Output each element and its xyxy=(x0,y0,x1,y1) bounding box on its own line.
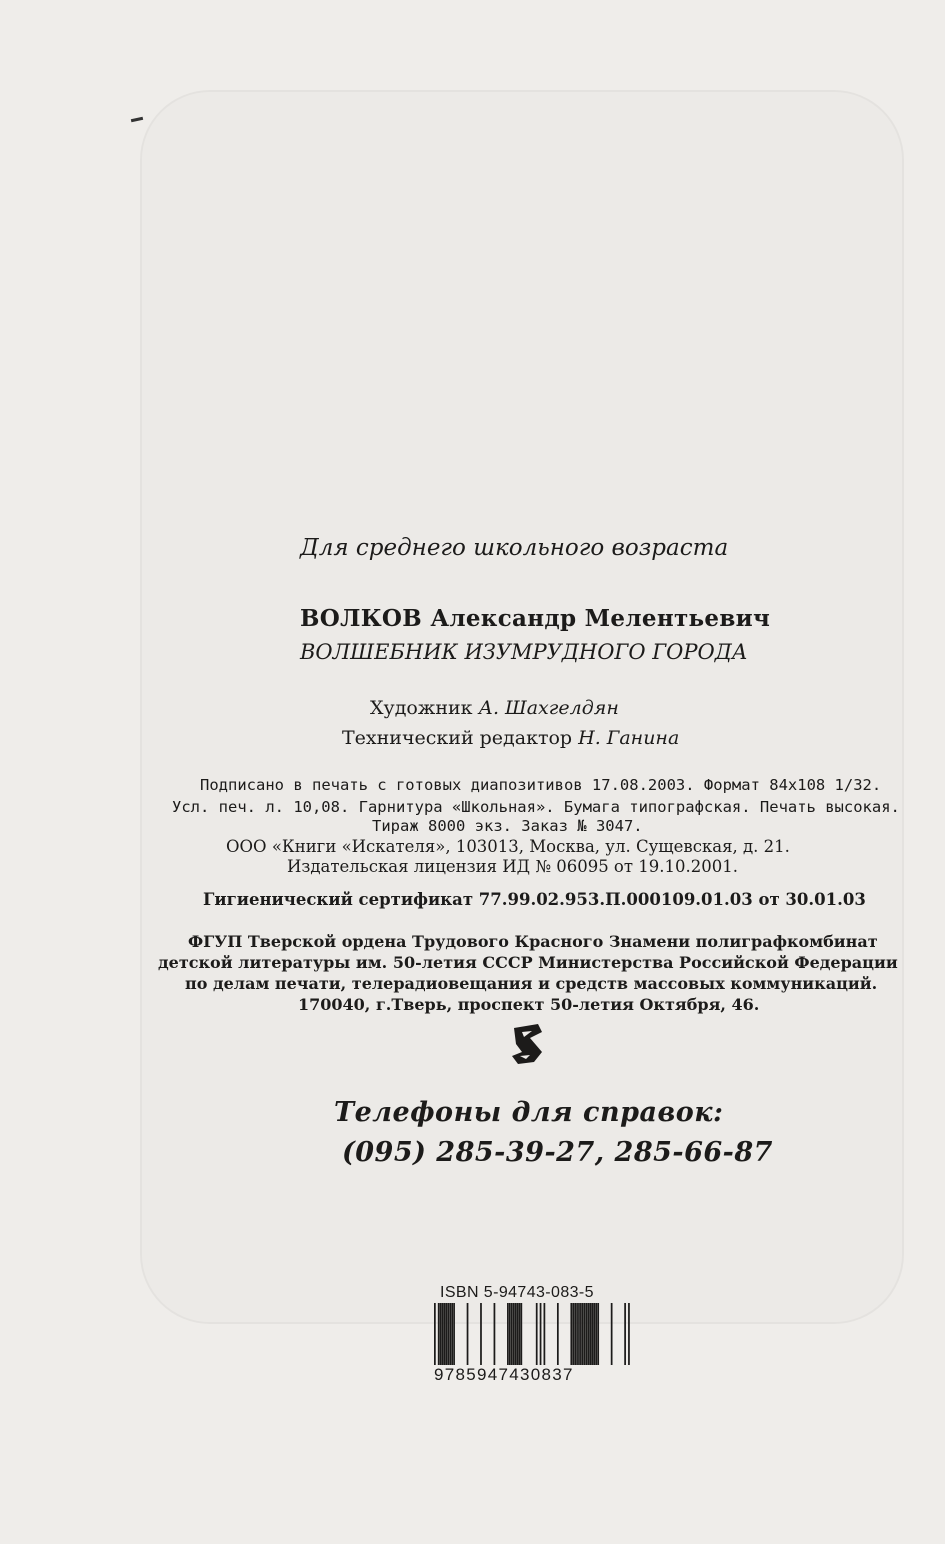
barcode-bar xyxy=(507,1303,509,1365)
imprint-line: Усл. печ. л. 10,08. Гарнитура «Школьная». Бумага типографская. Печать высокая. xyxy=(172,798,900,816)
barcode-bar xyxy=(578,1303,580,1365)
barcode-bar xyxy=(544,1303,546,1365)
printer-logo-icon xyxy=(508,1022,548,1068)
imprint-line: Издательская лицензия ИД № 06095 от 19.10.2001. xyxy=(287,857,738,876)
barcode-bar xyxy=(447,1303,449,1365)
barcode-bar xyxy=(438,1303,440,1365)
barcode-bar xyxy=(440,1303,442,1365)
book-title: ВОЛШЕБНИК ИЗУМРУДНОГО ГОРОДА xyxy=(300,640,748,664)
imprint-line: ООО «Книги «Искателя», 103013, Москва, ул. Сущевская, д. 21. xyxy=(226,837,790,856)
barcode-bar xyxy=(584,1303,586,1365)
imprint-line: Подписано в печать с готовых диапозитивов 17.08.2003. Формат 84x108 1/32. xyxy=(200,776,882,794)
barcode-bar xyxy=(576,1303,578,1365)
editor-role: Технический редактор xyxy=(342,727,573,749)
barcode-bar xyxy=(592,1303,594,1365)
barcode-bar xyxy=(536,1303,538,1365)
barcode-bar xyxy=(494,1303,496,1365)
barcode-bar xyxy=(517,1303,519,1365)
printer-line: детской литературы им. 50-летия СССР Министерства Российской Федерации xyxy=(158,953,898,972)
ean-digits: 9785947430837 xyxy=(434,1365,574,1384)
printer-line: по делам печати, телерадиовещания и средств массовых коммуникаций. xyxy=(185,974,878,993)
artist-role: Художник xyxy=(370,697,473,719)
barcode-bar xyxy=(611,1303,613,1365)
barcode-bar xyxy=(582,1303,584,1365)
barcode-bar xyxy=(570,1303,572,1365)
artist-name: А. Шахгелдян xyxy=(478,697,619,719)
barcode-bar xyxy=(519,1303,521,1365)
barcode-bar xyxy=(580,1303,582,1365)
barcode-bar xyxy=(451,1303,453,1365)
author-name: ВОЛКОВ Александр Мелентьевич xyxy=(300,605,771,632)
barcode-bar xyxy=(597,1303,599,1365)
barcode-bar xyxy=(572,1303,574,1365)
barcode-bar xyxy=(513,1303,515,1365)
barcode-bar xyxy=(515,1303,517,1365)
barcode-bar xyxy=(628,1303,630,1365)
ink-mark xyxy=(131,117,143,122)
barcode-bar xyxy=(444,1303,446,1365)
barcode-bar xyxy=(434,1303,436,1365)
barcode-bar xyxy=(595,1303,597,1365)
printer-line: ФГУП Тверской ордена Трудового Красного Знамени полиграфкомбинат xyxy=(188,932,878,951)
barcode-bar xyxy=(574,1303,576,1365)
hygiene-certificate: Гигиенический сертификат 77.99.02.953.П.000109.01.03 от 30.01.03 xyxy=(203,890,866,909)
barcode-bar xyxy=(442,1303,444,1365)
barcode-bar xyxy=(590,1303,592,1365)
audience-note: Для среднего школьного возраста xyxy=(300,535,729,561)
barcode-bar xyxy=(446,1303,448,1365)
barcode-bar xyxy=(586,1303,588,1365)
editor-name: Н. Ганина xyxy=(578,727,680,749)
editor-credit xyxy=(342,727,679,749)
artist-credit xyxy=(370,697,619,719)
barcode-bar xyxy=(480,1303,482,1365)
barcode-bar xyxy=(520,1303,522,1365)
isbn-barcode-block xyxy=(432,1278,632,1388)
barcode-bar xyxy=(453,1303,455,1365)
barcode-bar xyxy=(449,1303,451,1365)
barcode-bar xyxy=(593,1303,595,1365)
phone-numbers: (095) 285-39-27, 285-66-87 xyxy=(342,1137,773,1168)
barcode-bar xyxy=(467,1303,469,1365)
barcode-bar xyxy=(588,1303,590,1365)
barcode-icon xyxy=(434,1303,630,1365)
barcode-bar xyxy=(540,1303,542,1365)
barcode-bar xyxy=(624,1303,626,1365)
barcode-bar xyxy=(557,1303,559,1365)
barcode-bar xyxy=(511,1303,513,1365)
barcode-bar xyxy=(509,1303,511,1365)
printer-line: 170040, г.Тверь, проспект 50-летия Октября, 46. xyxy=(298,995,760,1014)
imprint-line: Тираж 8000 экз. Заказ № 3047. xyxy=(372,817,643,835)
phones-label: Телефоны для справок: xyxy=(334,1097,724,1128)
isbn-number: ISBN 5-94743-083-5 xyxy=(440,1284,594,1301)
